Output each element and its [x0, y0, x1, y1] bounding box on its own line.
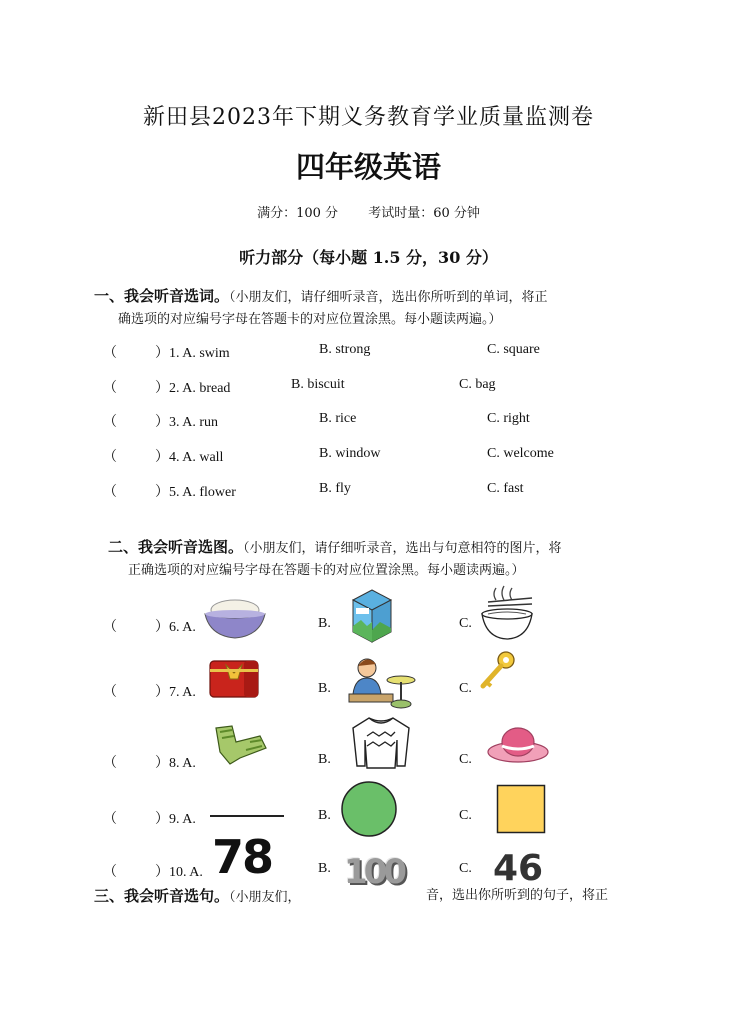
- question-4: （ ）4. A. wall: [103, 450, 224, 465]
- q7-option-b: B.: [318, 681, 331, 696]
- question-6: （ ）6. A.: [103, 620, 196, 635]
- section1-note2: 确选项的对应编号字母在答题卡的对应位置涂黑。每小题读两遍。）: [118, 312, 502, 327]
- section2-title: 二、我会听音选图。: [108, 538, 244, 556]
- question-7: （ ）7. A.: [103, 685, 196, 700]
- green-scarf-icon: [210, 722, 270, 768]
- boy-reading-icon: [345, 654, 419, 712]
- noodle-bowl-icon: [478, 584, 536, 642]
- red-wallet-icon: [206, 655, 266, 701]
- q5-option-c: C. fast: [487, 481, 524, 496]
- number-100: 100: [344, 852, 403, 892]
- key-icon: [476, 650, 518, 692]
- question-1: （ ）1. A. swim: [103, 346, 230, 361]
- sweater-icon: [349, 714, 413, 770]
- section3-header: [94, 886, 374, 908]
- section1-header: [94, 286, 654, 308]
- q5-option-b: B. fly: [319, 481, 351, 496]
- q4-option-c: C. welcome: [487, 446, 554, 461]
- circle-shape-icon: [340, 780, 398, 838]
- q2-option-c: C. bag: [459, 377, 496, 392]
- number-78: 78: [212, 830, 273, 884]
- milk-carton-icon: [345, 586, 399, 644]
- rice-bowl-icon: [202, 596, 268, 640]
- listening-title: 听力部分（每小题 1.5 分，30 分）: [239, 248, 498, 267]
- q8-option-b: B.: [318, 752, 331, 767]
- q10-option-b: B.: [318, 861, 331, 876]
- q1-option-b: B. strong: [319, 342, 371, 357]
- subject-title: 四年级英语: [295, 150, 441, 184]
- q9-option-b: B.: [318, 808, 331, 823]
- question-8: （ ）8. A.: [103, 756, 196, 771]
- q1-option-c: C. square: [487, 342, 540, 357]
- q10-option-c: C.: [459, 861, 472, 876]
- question-5: （ ）5. A. flower: [103, 485, 236, 500]
- score-info: [0, 202, 737, 221]
- pink-hat-icon: [486, 722, 550, 766]
- exam-time: 考试时量：60 分钟: [368, 206, 480, 221]
- square-shape-icon: [496, 784, 546, 834]
- exam-title: 新田县2023年下期义务教育学业质量监测卷: [143, 105, 594, 130]
- q2-option-b: B. biscuit: [291, 377, 345, 392]
- q8-option-c: C.: [459, 752, 472, 767]
- section3-title: 三、我会听音选句。: [94, 887, 230, 905]
- question-2: （ ）2. A. bread: [103, 381, 231, 396]
- number-46: 46: [493, 848, 544, 889]
- q6-option-b: B.: [318, 616, 331, 631]
- section1-title: 一、我会听音选词。: [94, 287, 230, 305]
- q9-option-c: C.: [459, 808, 472, 823]
- q3-option-c: C. right: [487, 411, 530, 426]
- section2-note2: 正确选项的对应编号字母在答题卡的对应位置涂黑。每小题读两遍。）: [128, 563, 525, 578]
- q3-option-b: B. rice: [319, 411, 357, 426]
- q7-option-c: C.: [459, 681, 472, 696]
- q6-option-c: C.: [459, 616, 472, 631]
- q4-option-b: B. window: [319, 446, 381, 461]
- question-10: （ ）10. A.: [103, 865, 203, 880]
- section2-note1: （小朋友们，请仔细听录音，选出与句意相符的图片，将: [243, 541, 562, 556]
- section2-header: [108, 537, 668, 559]
- question-3: （ ）3. A. run: [103, 415, 218, 430]
- question-9: （ ）9. A.: [103, 812, 196, 827]
- section3-note-right: 音，选出你所听到的句子，将正: [426, 888, 609, 903]
- section1-note1: （小朋友们，请仔细听录音，选出你所听到的单词，将正: [229, 290, 548, 305]
- section3-note-left: （小朋友们，: [229, 890, 301, 905]
- full-score: 满分：100 分: [257, 206, 339, 221]
- line-shape-icon: [208, 812, 286, 820]
